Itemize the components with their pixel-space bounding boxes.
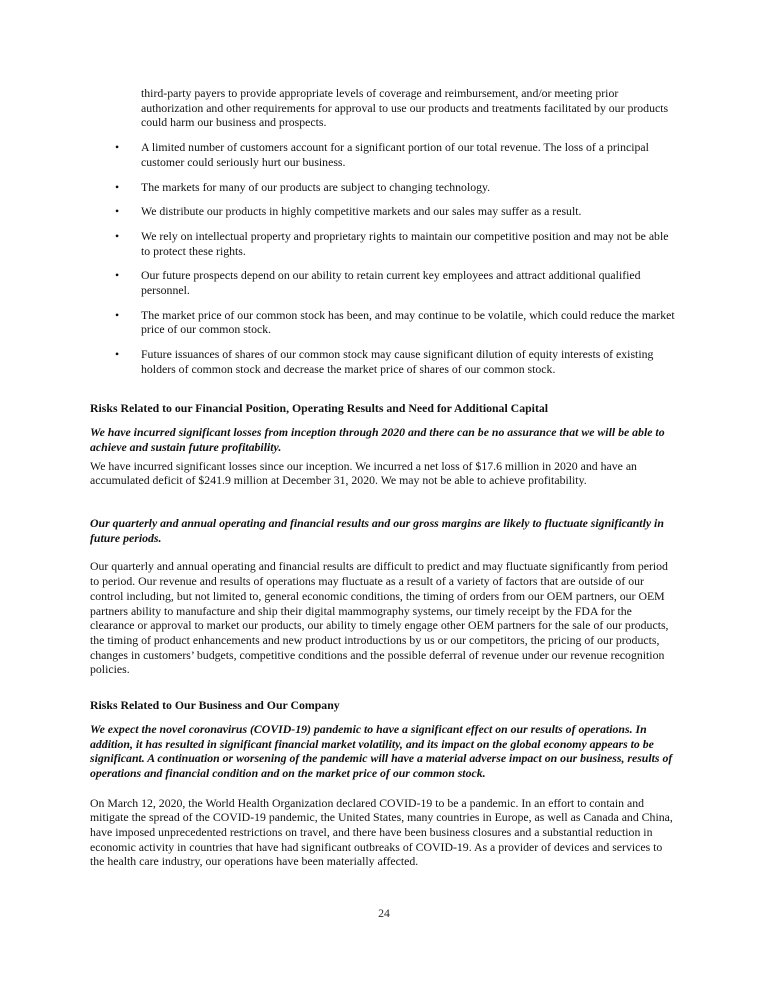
- bullet-icon: •: [115, 347, 120, 362]
- bullet-text: We rely on intellectual property and proprietary rights to maintain our competitive position and may not be able to protect these rights.: [141, 228, 669, 258]
- list-item: [90, 204, 678, 219]
- risk-title-covid: We expect the novel coronavirus (COVID-19) pandemic to have a significant effect on our results of operations. In addition, it has resulted in significant financial market volatility, and its impact on the global economy appears to be significant. A continuation or worsening of the pandemic will have a material adverse impact on our business, results of operations and financial condition and on the market price of our common stock.: [90, 721, 673, 780]
- list-item: [90, 140, 678, 169]
- bullet-icon: •: [115, 179, 120, 194]
- section-heading-business: Risks Related to Our Business and Our Company: [90, 698, 340, 713]
- list-item: [90, 180, 678, 195]
- risk-body-losses: We have incurred significant losses since our inception. We incurred a net loss of $17.6 million in 2020 and have an accumulated deficit of $241.9 million at December 31, 2020. We may not be able to achieve profitability.: [90, 458, 637, 488]
- bullet-icon: •: [115, 268, 120, 283]
- bullet-icon: •: [115, 204, 120, 219]
- bullet-text: Our future prospects depend on our ability to retain current key employees and attract additional qualified personnel.: [141, 268, 641, 298]
- page-number: 24: [378, 906, 390, 920]
- risk-body-fluctuation: Our quarterly and annual operating and financial results are difficult to predict and may fluctuate significantly from period to period. Our revenue and results of operations may fluctuate as a result of a variety of factors that are outside of our control including, but not limited to, general economic conditions, the timing of orders from our OEM partners, our OEM partners ability to manufacture and ship their digital mammography systems, our timely receipt by the FDA for the clearance or approval to market our products, our ability to timely engage other OEM partners for the sale of our products, the timing of product enhancements and new product introductions by us or our competitors, the pricing of our products, changes in customers’ budgets, competitive conditions and the possible deferral of revenue under our revenue recognition policies.: [90, 559, 669, 677]
- bullet-text: The market price of our common stock has been, and may continue to be volatile, which could reduce the market price of our common stock.: [141, 307, 675, 337]
- list-item: [90, 268, 678, 297]
- risk-bullet-list: [90, 140, 678, 376]
- page-content: [90, 86, 678, 869]
- bullet-text: A limited number of customers account for a significant portion of our total revenue. The loss of a principal customer could seriously hurt our business.: [141, 140, 649, 169]
- bullet-icon: •: [115, 228, 120, 243]
- list-item: [90, 308, 678, 337]
- section-heading-financial-position: Risks Related to our Financial Position, Operating Results and Need for Additional Capital: [90, 400, 549, 415]
- bullet-text: The markets for many of our products are subject to changing technology.: [141, 179, 491, 194]
- bullet-text: We distribute our products in highly competitive markets and our sales may suffer as a result.: [141, 204, 582, 219]
- list-item: [90, 229, 678, 258]
- list-item: [90, 347, 678, 376]
- risk-title-losses: We have incurred significant losses from inception through 2020 and there can be no assurance that we will be able to achieve and sustain future profitability.: [90, 425, 665, 454]
- bullet-text: Future issuances of shares of our common stock may cause significant dilution of equity interests of existing holders of common stock and decrease the market price of shares of our common stock.: [141, 347, 654, 376]
- risk-body-covid: On March 12, 2020, the World Health Organization declared COVID-19 to be a pandemic. In an effort to contain and mitigate the spread of the COVID-19 pandemic, the United States, many countries in Europe, as well as Canada and China, have imposed unprecedented restrictions on travel, and there have been business closures and a substantial reduction in economic activity in countries that have had significant outbreaks of COVID-19. As a provider of devices and services to the health care industry, our operations have been materially affected.: [90, 795, 673, 869]
- risk-title-fluctuation: Our quarterly and annual operating and financial results and our gross margins are likely to fluctuate significantly in future periods.: [90, 516, 664, 545]
- bullet-icon: •: [115, 307, 120, 322]
- continuation-paragraph: third-party payers to provide appropriate levels of coverage and reimbursement, and/or meeting prior authorization and other requirements for approval to use our products and treatments facilitated by our products could harm our business and prospects.: [141, 86, 669, 130]
- bullet-icon: •: [115, 140, 120, 155]
